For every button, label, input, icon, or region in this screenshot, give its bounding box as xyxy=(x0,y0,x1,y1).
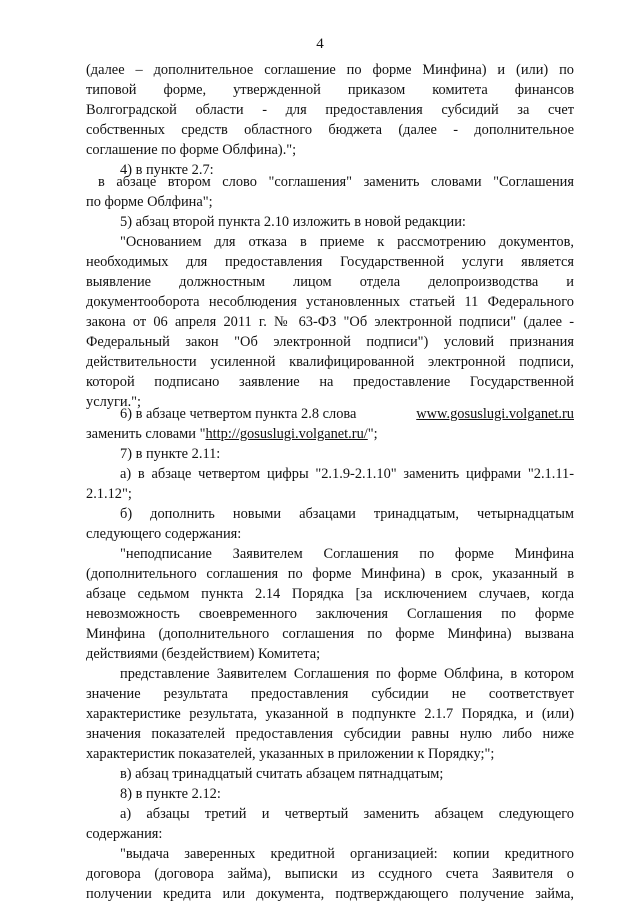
text-line: б) дополнить новыми абзацами тринадцатым, четырнадцатым xyxy=(120,506,574,522)
text-line: действиями (бездействием) Комитета; xyxy=(86,646,321,662)
text-line: заменить словами " xyxy=(86,426,206,442)
text-line: характеристике результата, указанной в подпункте 2.1.7 Порядка, и (или) xyxy=(86,706,574,722)
text-line: договора (договора займа), выписки из ссудного счета Заявителя о xyxy=(86,866,574,882)
text-line: содержания: xyxy=(86,826,163,842)
text-line: представление Заявителем Соглашения по форме Облфина, в котором xyxy=(120,666,574,682)
text-line: по форме Облфина"; xyxy=(86,194,213,210)
text-line: абзаце седьмом пункта 2.14 Порядка [за исключением случаев, когда xyxy=(86,586,574,602)
text-line: 8) в пункте 2.12: xyxy=(120,786,221,802)
page-number: 4 xyxy=(316,36,324,52)
text-line: характеристик показателей, указанных в приложении к Порядку;"; xyxy=(86,746,495,762)
text-line: действительности усиленной квалифицированной электронной подписи, xyxy=(86,354,574,370)
text-line: "Основанием для отказа в приеме к рассмотрению документов, xyxy=(120,234,574,250)
text-line: "неподписание Заявителем Соглашения по форме Минфина xyxy=(120,546,574,562)
text-line: Минфина (дополнительного соглашения по форме Минфина) вызвана xyxy=(86,626,574,642)
text-line: документооборота несоблюдения установленных статьей 11 Федерального xyxy=(86,294,574,310)
text-line: типовой форме, утвержденной приказом комитета финансов xyxy=(86,82,574,98)
text-line: услуги."; xyxy=(86,394,142,410)
text-line: а) абзацы третий и четвертый заменить абзацем следующего xyxy=(120,806,574,822)
text-line: 7) в пункте 2.11: xyxy=(120,446,221,462)
text-line: 4) в пункте 2.7: xyxy=(120,162,214,178)
text-line: необходимых для предоставления Государственной услуги является xyxy=(86,254,574,270)
text-line: выявление должностным лицом отдела делопроизводства и xyxy=(86,274,574,290)
text-line: которой подписано заявление на предоставление Государственной xyxy=(86,374,574,390)
text-line: значение результата предоставления субсидии не соответствует xyxy=(86,686,574,702)
text-line: получении кредита или документа, подтверждающего получение займа, xyxy=(86,886,574,902)
text-line: (далее – дополнительное соглашение по форме Минфина) и (или) по xyxy=(86,62,574,78)
text-line-with-link xyxy=(120,404,574,424)
text-line: 2.1.12"; xyxy=(86,486,132,502)
text-line-with-link xyxy=(86,424,574,444)
text-line: 6) в абзаце четвертом пункта 2.8 слова xyxy=(120,406,357,422)
text-line: невозможность своевременного заключения Соглашения по форме xyxy=(86,606,574,622)
text-line: собственных средств областного бюджета (далее - дополнительное xyxy=(86,122,574,138)
text-line: значения показателей предоставления субсидии равны нулю либо ниже xyxy=(86,726,574,742)
text-line: "выдача заверенных кредитной организацией: копии кредитного xyxy=(120,846,574,862)
text-line: Волгоградской области - для предоставления субсидий за счет xyxy=(86,102,574,118)
text-line: в) абзац тринадцатый считать абзацем пятнадцатым; xyxy=(120,766,444,782)
new-url-link[interactable]: http://gosuslugi.volganet.ru/ xyxy=(205,426,368,442)
text-line: закона от 06 апреля 2011 г. № 63-ФЗ "Об электронной подписи" (далее - xyxy=(86,314,574,330)
text-line: соглашение по форме Облфина)."; xyxy=(86,142,297,158)
old-url-link[interactable]: www.gosuslugi.volganet.ru xyxy=(416,406,574,422)
text-line: следующего содержания: xyxy=(86,526,242,542)
url-suffix: "; xyxy=(367,426,378,442)
text-line: в абзаце втором слово "соглашения" заменить словами "Соглашения xyxy=(98,174,574,190)
text-line: 5) абзац второй пункта 2.10 изложить в новой редакции: xyxy=(120,214,466,230)
text-line: (дополнительного соглашения по форме Минфина) в срок, указанный в xyxy=(86,566,574,582)
text-line: а) в абзаце четвертом цифры "2.1.9-2.1.10" заменить цифрами "2.1.11- xyxy=(120,466,574,482)
text-line: Федеральный закон "Об электронной подписи") условий признания xyxy=(86,334,574,350)
